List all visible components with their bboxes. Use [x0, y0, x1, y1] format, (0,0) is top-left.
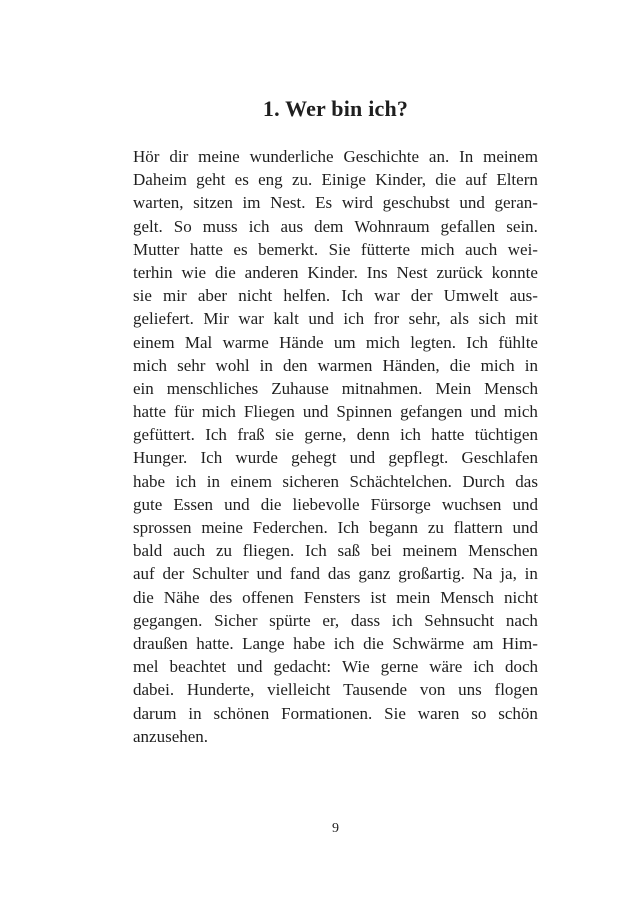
text-line: darum in schönen Formationen. Sie waren so schön — [133, 703, 538, 723]
text-line: hatte für mich Fliegen und Spinnen gefangen und mich — [133, 402, 538, 422]
text-line: Daheim geht es eng zu. Einige Kinder, die auf Eltern — [133, 170, 538, 190]
text-line: auf der Schulter und fand das ganz großartig. Na ja, in — [133, 564, 538, 584]
text-line: anzusehen. — [133, 726, 209, 746]
text-line: sie mir aber nicht helfen. Ich war der Umwelt aus- — [133, 286, 538, 306]
text-line: gute Essen und die liebevolle Fürsorge wuchsen und — [133, 494, 538, 514]
page-number: 9 — [332, 821, 339, 836]
text-block — [133, 0, 538, 899]
text-line: ein menschliches Zuhause mitnahmen. Mein Mensch — [133, 378, 538, 398]
text-line: terhin wie die anderen Kinder. Ins Nest zurück konnte — [133, 262, 538, 282]
text-line: gefüttert. Ich fraß sie gerne, denn ich hatte tüchtigen — [133, 425, 538, 445]
text-line: mich sehr wohl in den warmen Händen, die mich in — [133, 355, 538, 375]
text-line: sprossen meine Federchen. Ich begann zu flattern und — [133, 518, 538, 537]
text-line: gegangen. Sicher spürte er, dass ich Sehnsucht nach — [133, 610, 538, 630]
text-line: mel beachtet und gedacht: Wie gerne wäre ich doch — [133, 657, 538, 677]
text-line: habe ich in einem sicheren Schächtelchen. Durch das — [133, 471, 538, 491]
text-line: Hunger. Ich wurde gehegt und gepflegt. Geschlafen — [133, 448, 538, 468]
text-line: Hör dir meine wunderliche Geschichte an. In meinem — [133, 147, 538, 166]
text-line: draußen hatte. Lange habe ich die Schwärme am Him- — [133, 633, 538, 653]
text-line: warten, sitzen im Nest. Es wird geschubst und geran- — [133, 193, 538, 213]
text-line: bald auch zu fliegen. Ich saß bei meinem Menschen — [133, 541, 538, 561]
chapter-title: 1. Wer bin ich? — [262, 96, 409, 121]
text-line: gelt. So muss ich aus dem Wohnraum gefallen sein. — [133, 216, 538, 236]
text-line: dabei. Hunderte, vielleicht Tausende von uns flogen — [133, 680, 538, 700]
text-line: geliefert. Mir war kalt und ich fror sehr, als sich mit — [133, 309, 538, 329]
text-line: einem Mal warme Hände um mich legten. Ich fühlte — [133, 332, 538, 352]
body-paragraph — [133, 145, 538, 748]
text-line: die Nähe des offenen Fensters ist mein Mensch nicht — [133, 587, 538, 607]
text-line: Mutter hatte es bemerkt. Sie fütterte mich auch wei- — [133, 239, 538, 259]
